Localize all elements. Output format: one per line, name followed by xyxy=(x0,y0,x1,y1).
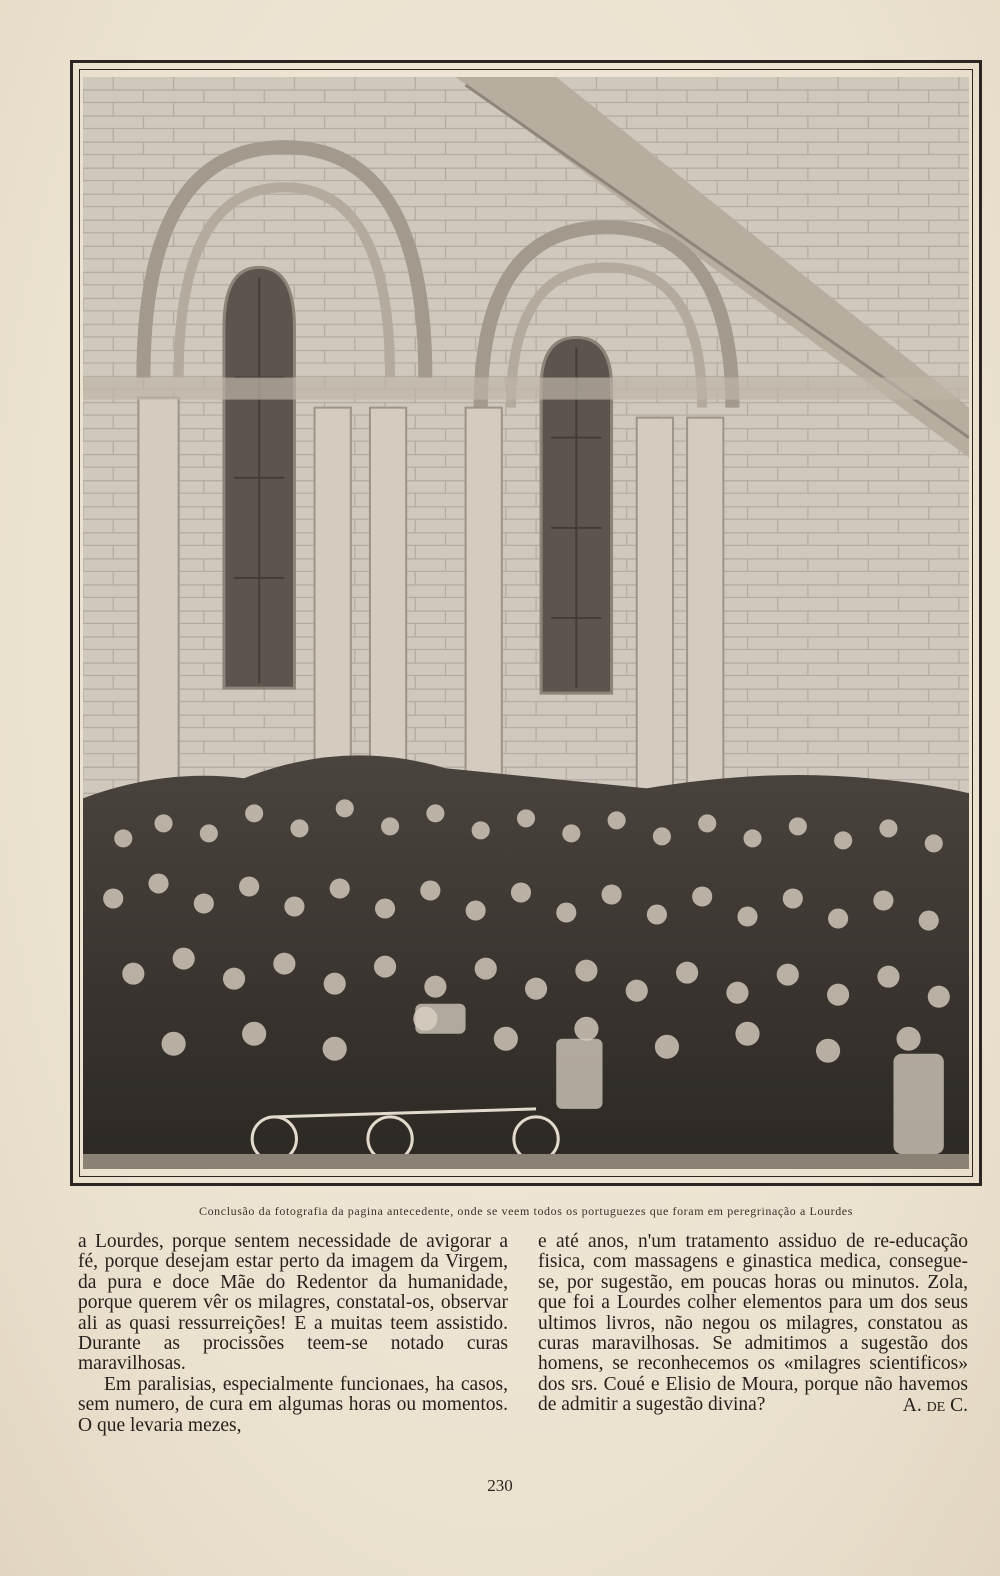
photo-frame xyxy=(70,60,982,1186)
left-paragraph-2: Em paralisias, especialmente funcionaes, ha casos, sem numero, de cura em algumas horas ou momentos. O que levaria mezes, xyxy=(78,1373,508,1436)
article-column-right xyxy=(538,1232,968,1416)
right-paragraph: e até anos, n'um tratamento assiduo de re-educação fisica, com massagens e ginastica medica, consegue-se, por sugestão, em poucas horas ou minutos. Zola, que foi a Lourdes colher elementos para um dos seus ultimos livros, não negou os milagres, constatou as curas maravilhosas. Se admitimos a sugestão dos homens, se reconhecemos os «milagres scientificos» dos srs. Coué e Elisio de Moura, porque não havemos de admitir a sugestão divina? xyxy=(538,1231,968,1416)
article-column-left xyxy=(78,1232,508,1436)
left-paragraph-1: a Lourdes, porque sentem necessidade de avigorar a fé, porque desejam estar perto da imagem da Virgem, da pura e doce Mãe do Redentor da humanidade, porque querem vêr os milagres, constatal-os, observar ali as quasi ressurreições! E a muitas teem assistido. Durante as procissões teem-se notado curas maravilhosas. xyxy=(78,1231,508,1375)
pilgrims-photograph xyxy=(83,77,969,1169)
crowd-photo-icon xyxy=(83,77,969,1169)
author-signature: A. de C. xyxy=(902,1394,968,1416)
photo-caption: Conclusão da fotografia da pagina antecedente, onde se veem todos os portuguezes que foram em peregrinação a Lourdes xyxy=(198,1204,854,1218)
page-number: 230 xyxy=(487,1476,513,1495)
